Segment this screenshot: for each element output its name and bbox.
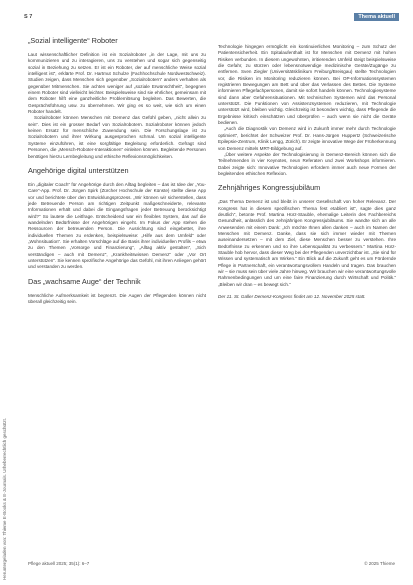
paragraph: „Auch die Diagnostik von Demenz wird in Zukunft immer mehr durch Technologie optimiert“, berichtet der Schweizer Prof. Dr. Hans-Jürgen Huppertz (Schweizerische Epilepsie-Zentrum, Klinik Lengg, Zürich). Er zeigte innovative Wege der Früherkennung von Demenz mittels MRT-Bildgebung auf. xyxy=(218,126,396,151)
page-header xyxy=(24,10,399,24)
page-footer xyxy=(28,561,395,569)
copyright: © 2025 Thieme xyxy=(364,561,395,566)
right-column xyxy=(218,44,396,300)
paragraph: Technologie hingegen ermöglicht ein kontinuierliches Monitoring – zum Schutz der Patientensicherheit. Ein Spitalaufenthalt ist für Menschen mit Demenz mit hohen Risiken verbunden. In diesem ungewohnten, irritierenden Umfeld steigt beispielsweise die Gefahr, zu stürzen oder lebensnotwendige medizinische Geräte/Zugänge zu entfernen. Sven Ziegler (Universitätsklinikum Freiburg/Breisgau) stellte Technologien vor, die Risiken im Monitoring reduzieren können. Bei OP-Informationssystemen registrieren Bewegungen am Bett und über das Verlassen des Bettes. Die Systeme informieren Pflegefachpersonen, damit sie sofort handeln können. Technologiesysteme sind dann aber Gefahrensituationen. Mit technischen Systemen wird das Personal unterstützt. Die Funktionen von Assistenzsystemen reduzieren, mit Technologie unterstützt wird, bleiben wichtig. Gleichzeitig ist besonders wichtig, dass Pflegende die Ergebnisse kritisch einschätzen und überprüfen – auch wenn sie nicht die Geräte bedienen. xyxy=(218,44,396,126)
download-watermark: Heruntergeladen von: Thieme E-Books & E-Journals. Urheberrechtlich geschützt. xyxy=(2,418,7,580)
paragraph: Sozialroboter können Menschen mit Demenz das Gefühl geben, „nicht allein zu sein“. Dies ist ein grosser Bedarf von Sozialrobotern. Sozialroboter können jedoch keinen Ersatz für menschliche Zuwendung sein. Die Forschungslage ist zu Sozialrobotern und ihrer Wirkung ausgesprochen schmal. Um sozial intelligente Systeme einzuführen, ist eine sorgfältige Begleitung erforderlich. Gefragt sind Personen, die „Mensch-Roboter-Interaktionen“ einleiten können. Begleitende Personen benötigen hierzu Lernbegleitung und ethische Reflexionsmöglichkeiten. xyxy=(28,115,206,159)
paragraph: „Das Thema Demenz ist und bleibt in unserer Gesellschaft von hoher Relevanz. Der Kongress hat in diesem spezifischen Thema fest etabliert ist“, sagte dies ganz deutlich“, betonte Prof. Martina Hürz-Stauble, ehemalige Leiterin des Fachbereichs Gesundheit, anlässlich des zehnjährigen Kongressjubiläums. Sie wandte sich an alle Anwesenden mit einem Dank: „Ich möchte Ihnen allen danken – auch im Namen der Menschen mit Demenz. Danke, dass sie sich immer wieder mit Themen auseinandersetzen – mit dem Ziel, diese Menschen besser zu verstehen. Ihre Bedürfnisse zu erkennen und so ihre Lebensqualität zu verbessern.“ Martina Hürz-Stauble hob hervor, dass dieser Weg bei der Pflegenden unverzichtbar ist. „Sie sind für Wissen und systematisch am Wirken.“ Ein Blick auf die Zukunft geht es um Fördernde Pflege in Partnerschaft, ein verantwortungsvollem Handeln und tragen. Das brauchen wir – sie muss sein über viele Jahre hinweg. Wir brauchen wir eine verantwortungsvolle Rahmenbedingungen und um eine faire Finanzierung durch Wirtschaft und Politik.“ „Bleiben wir dran – es bewegt sich.“ xyxy=(218,199,396,287)
paragraph: Menschliche Aufmerksamkeit ist begrenzt. Die Augen der Pflegenden können nicht überall gleichzeitig sein. xyxy=(28,292,206,304)
section-label: Thema aktuell xyxy=(354,13,399,21)
paragraph: „Über weitere Aspekte der Technologisierung in Demenz-Bereich können sich die Teilnehmenden in vier Keynotes, neun Referaten und zwei Workshops informieren. Dabei zeigte sich: Innovative Technologien erfordern immer auch neue Formen der begleitenden ethischen Reflexion. xyxy=(218,151,396,176)
heading-angehoerige-digital: Angehörige digital unterstützen xyxy=(28,165,129,175)
congress-note: Der 11. St. Galler Demenz-Kongress findet am 12. November 2025 statt. xyxy=(218,294,366,300)
heading-sozial-intelligente-roboter: „Sozial intelligente“ Roboter xyxy=(28,36,118,45)
page-number: S 7 xyxy=(24,14,33,20)
heading-wachsame-auge: Das „wachsame Auge“ der Technik xyxy=(28,276,141,286)
paragraph: Laut wissenschaftlicher Definition ist ein Sozialroboter „in der Lage, mit uns zu kommunizieren und zu interagieren, uns zu verstehen und sogar sich gegenseitig sozial in Beziehung zu setzen. Er ist ein Roboter, der auf menschliche Weise sozial intelligent ist“, erklärte Prof. Dr. Hartmut Schulze (Fachhochschule Nordwestschweiz). Studien zeigen, dass Menschen sich gegenüber „Sozialrobotern“ anders verhalten als gegenüber Mitmenschen. Sie achten weniger auf „soziale Erwünschtheit“, begegnen einem Roboter sind vielleicht leichter. Beispielsweise sind sie ehrlicher, gemeinsam mit dem Roboter hilft eine ganzheitliche Problemlösung begleiten. Das Bewerten, die Gesprächsführung usw. zu übernehmen. Wir ging es so weit, wie sich um einen Roboter handelt. xyxy=(28,52,206,115)
citation: Pflege aktuell 2025; 35(1): 6–7 xyxy=(28,561,90,566)
heading-kongressjubilaeum: Zehnjähriges Kongressjubiläum xyxy=(218,183,321,193)
paragraph: Ein „digitaler Coach“ für Angehörige durch den Alltag begleiten – das ist Idee der „You-Care“-App. Prof. Dr. Jürgen Spirk (Zürcher Hochschule der Künste) stellte diese App vor und berichtete über den Entwicklungsprozess. „Wir können wir sicherstellen, dass jede Betreuende Person am richtigen Zeitpunkt maßgeschneiderte, relevante Informationen erhält und dabei die Eingangsfragen jeder Betreuung berücksichtigt wird?“ So lautete die Leitfrage. Entscheidend war ein flexibles System, das auf die wandelnden Bedürfnisse der Angehörigen eingeht. Im Fokus der App stehen die Ressourcen der betreuenden Person. Die Ausrichtung sind eingebettet, ihre individuellen Themen zu erdenken, beispielsweise: „Hilfe aus dem Umfeld“ oder „Wohnsituation“. Sie erhalten Vorschläge auf die Basis ihrer individuellen Profils – etwa zu den Themen „Vorsorge und Finanzierung“, „Alltag aktiv gestalten“, „Sich verständigen – auch mit Demenz“, „Krankheitswissen Demenz“ oder „Vor Ort unterstützen“. Sie kennen spezifische Angehörige das Gefühl, mit ihren Anliegen gehört und verstanden zu werden. xyxy=(28,181,206,270)
left-column xyxy=(28,36,206,305)
